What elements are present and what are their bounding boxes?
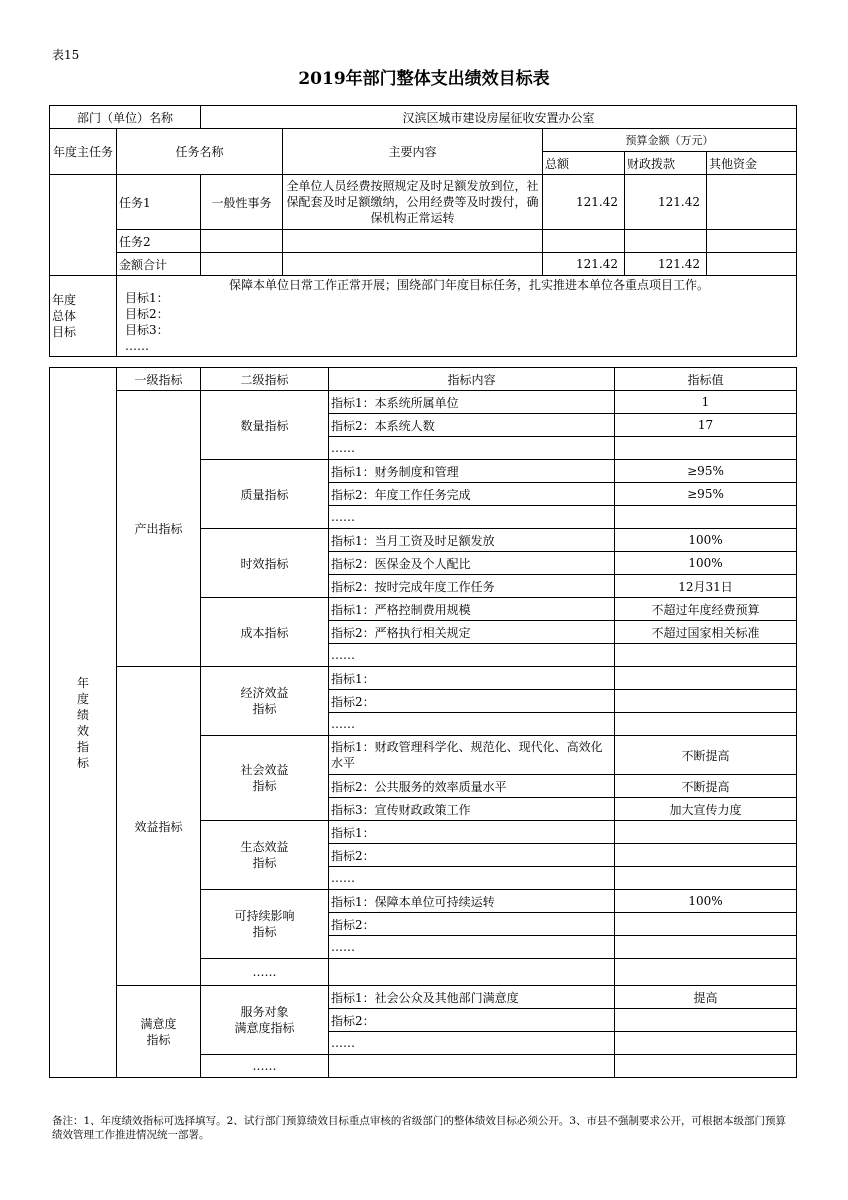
indicator-row: 指标2：医保金及个人配比 <box>329 552 615 575</box>
sum-total: 121.42 <box>543 253 625 276</box>
fiscal-label: 财政拨款 <box>625 152 707 175</box>
indicator-row: …… <box>329 713 615 736</box>
l2-quality: 质量指标 <box>201 460 329 529</box>
sum-other <box>707 253 797 276</box>
annual-task-label: 年度主任务 <box>50 129 117 175</box>
indicator-value: 1 <box>615 391 797 414</box>
indicator-row: …… <box>329 1032 615 1055</box>
indicator-value: 不超过年度经费预算 <box>615 598 797 621</box>
task2-fiscal <box>625 230 707 253</box>
main-content-label: 主要内容 <box>283 129 543 175</box>
indicator-value: 12月31日 <box>615 575 797 598</box>
l1-satisfaction: 满意度 指标 <box>117 986 201 1078</box>
indicator-row: 指标2：按时完成年度工作任务 <box>329 575 615 598</box>
indicator-row: 指标2： <box>329 913 615 936</box>
indicator-value: 100% <box>615 529 797 552</box>
other-label: 其他资金 <box>707 152 797 175</box>
l2-satisfaction-more: …… <box>201 1055 329 1078</box>
table-number: 表15 <box>52 48 80 62</box>
task-group-cell <box>50 175 117 276</box>
indicator-row: 指标2：本系统人数 <box>329 414 615 437</box>
l2-economic: 经济效益 指标 <box>201 667 329 736</box>
indicator-value: 不断提高 <box>615 775 797 798</box>
task2-total <box>543 230 625 253</box>
goals-items: 目标1： 目标2： 目标3： …… <box>125 291 169 353</box>
l1-benefit: 效益指标 <box>117 667 201 986</box>
performance-indicator-table <box>49 367 797 1078</box>
col-level1: 一级指标 <box>117 368 201 391</box>
task1-type: 一般性事务 <box>201 175 283 230</box>
indicator-value: 不断提高 <box>615 736 797 775</box>
task2-content <box>283 230 543 253</box>
indicator-row: 指标1：财务制度和管理 <box>329 460 615 483</box>
task1-total: 121.42 <box>543 175 625 230</box>
footnote: 备注：1、年度绩效指标可选择填写。2、试行部门预算绩效目标重点审核的省级部门的整体绩效目标必须公开。3、市县不强制要求公开，可根据本级部门预算绩效管理工作推进情况统一部署。 <box>52 1115 787 1141</box>
task1-fiscal: 121.42 <box>625 175 707 230</box>
indicator-row: …… <box>329 506 615 529</box>
indicator-row: 指标2： <box>329 844 615 867</box>
task2-type <box>201 230 283 253</box>
sum-label: 金额合计 <box>117 253 201 276</box>
l2-benefit-more: …… <box>201 959 329 986</box>
indicator-value: ≥95% <box>615 483 797 506</box>
indicator-row: 指标2：严格执行相关规定 <box>329 621 615 644</box>
task2-name: 任务2 <box>117 230 201 253</box>
goals-cell <box>117 276 797 357</box>
indicator-row: 指标1： <box>329 821 615 844</box>
budget-label: 预算金额（万元） <box>543 129 797 152</box>
indicator-value: 17 <box>615 414 797 437</box>
task-name-label: 任务名称 <box>117 129 283 175</box>
l2-sustainable: 可持续影响 指标 <box>201 890 329 959</box>
l1-output: 产出指标 <box>117 391 201 667</box>
indicator-row: 指标1：当月工资及时足额发放 <box>329 529 615 552</box>
indicator-value: 加大宣传力度 <box>615 798 797 821</box>
l2-social: 社会效益 指标 <box>201 736 329 821</box>
indicator-row: 指标1： <box>329 667 615 690</box>
indicator-row: 指标1：保障本单位可持续运转 <box>329 890 615 913</box>
indicator-row: …… <box>329 644 615 667</box>
l2-ecological: 生态效益 指标 <box>201 821 329 890</box>
task-budget-table <box>49 105 797 357</box>
indicator-value: 提高 <box>615 986 797 1009</box>
indicator-row: 指标2：年度工作任务完成 <box>329 483 615 506</box>
indicator-value: 100% <box>615 890 797 913</box>
indicator-value: 100% <box>615 552 797 575</box>
l2-timeliness: 时效指标 <box>201 529 329 598</box>
task2-other <box>707 230 797 253</box>
l2-service-satisfaction: 服务对象 满意度指标 <box>201 986 329 1055</box>
page-title: 2019年部门整体支出绩效目标表 <box>298 69 550 89</box>
indicator-row: 指标1：财政管理科学化、规范化、现代化、高效化水平 <box>329 736 615 775</box>
col-level2: 二级指标 <box>201 368 329 391</box>
indicator-row: …… <box>329 936 615 959</box>
indicator-row: 指标3：宣传财政政策工作 <box>329 798 615 821</box>
col-content: 指标内容 <box>329 368 615 391</box>
indicator-row: 指标2： <box>329 690 615 713</box>
col-value: 指标值 <box>615 368 797 391</box>
sum-fiscal: 121.42 <box>625 253 707 276</box>
perf-side-label: 年 度 绩 效 指 标 <box>50 368 117 1078</box>
l2-cost: 成本指标 <box>201 598 329 667</box>
indicator-value: ≥95% <box>615 460 797 483</box>
dept-label: 部门（单位）名称 <box>50 106 201 129</box>
indicator-row: 指标1：本系统所属单位 <box>329 391 615 414</box>
indicator-row: 指标1：严格控制费用规模 <box>329 598 615 621</box>
indicator-value: 不超过国家相关标准 <box>615 621 797 644</box>
indicator-row: …… <box>329 867 615 890</box>
total-label: 总额 <box>543 152 625 175</box>
task1-other <box>707 175 797 230</box>
indicator-row: …… <box>329 437 615 460</box>
indicator-row: 指标2：公共服务的效率质量水平 <box>329 775 615 798</box>
goals-content: 保障本单位日常工作正常开展；围绕部门年度目标任务，扎实推进本单位各重点项目工作。 <box>229 278 710 292</box>
l2-quantity: 数量指标 <box>201 391 329 460</box>
goals-label: 年度 总体 目标 <box>50 276 117 357</box>
dept-value: 汉滨区城市建设房屋征收安置办公室 <box>201 106 797 129</box>
task1-name: 任务1 <box>117 175 201 230</box>
indicator-row: 指标2： <box>329 1009 615 1032</box>
indicator-row: 指标1：社会公众及其他部门满意度 <box>329 986 615 1009</box>
task1-content: 全单位人员经费按照规定及时足额发放到位，社保配套及时足额缴纳，公用经费等及时拨付，确保机构正常运转 <box>283 175 543 230</box>
